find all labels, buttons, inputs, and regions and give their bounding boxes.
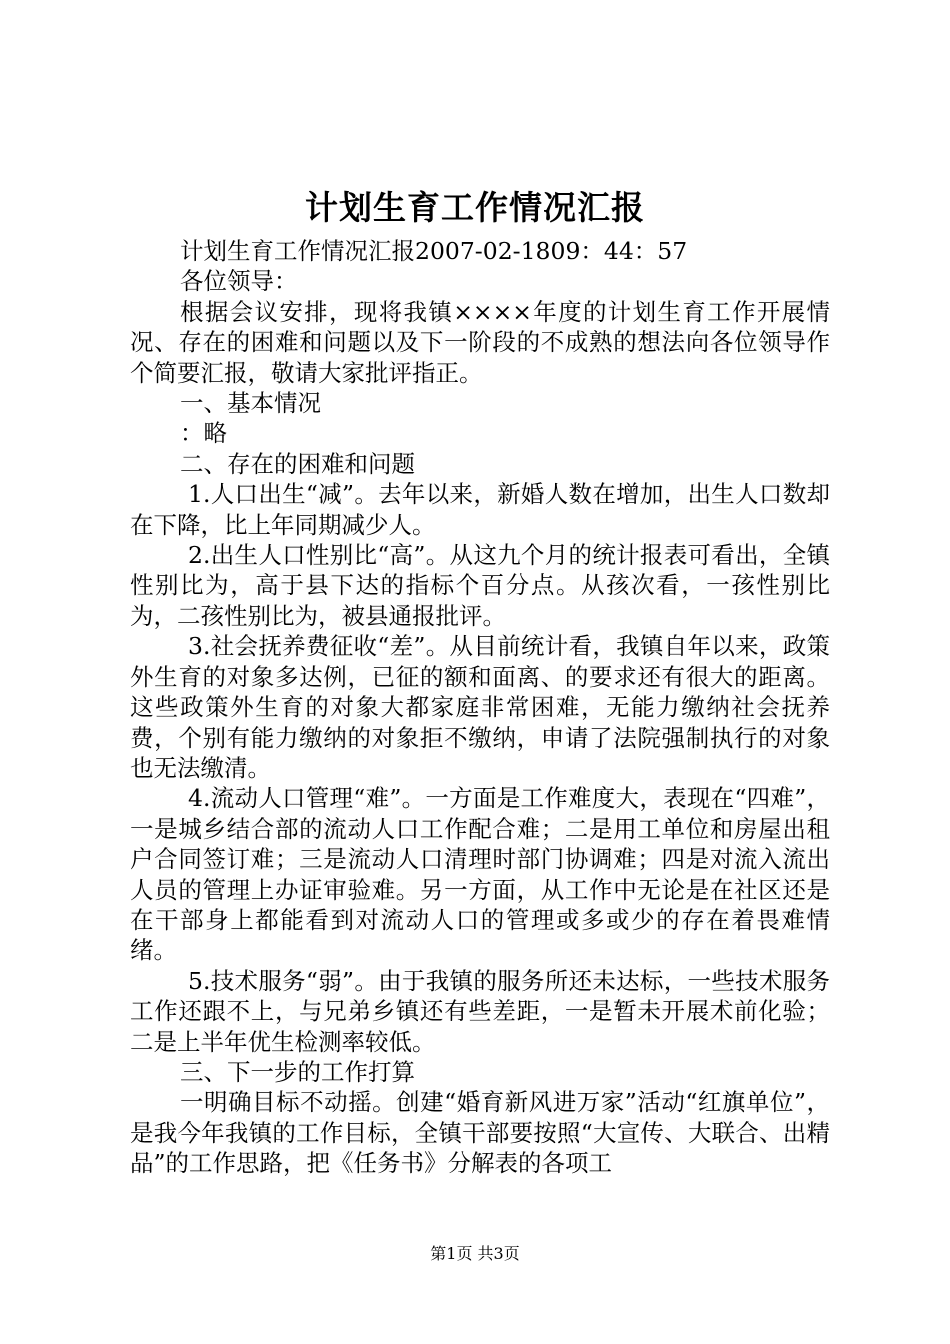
paragraph-plan-1: 一明确目标不动摇。创建“婚育新风进万家”活动“红旗单位”，是我今年我镇的工作目标，全镇干部要按照“大宣传、大联合、出精品”的工作思路，把《任务书》分解表的各项工 xyxy=(130,1088,830,1178)
document-body xyxy=(130,236,830,1179)
list-item-4: 4.流动人口管理“难”。一方面是工作难度大，表现在“四难”，一是城乡结合部的流动人口工作配合难；二是用工单位和房屋出租户合同签订难；三是流动人口清理时部门协调难；四是对流入流出人员的管理上办证审验难。另一方面，从工作中无论是在社区还是在干部身上都能看到对流动人口的管理或多或少的存在着畏难情绪。 xyxy=(130,784,830,965)
list-item-3: 3.社会抚养费征收“差”。从目前统计看，我镇自年以来，政策外生育的对象多达例，已征的额和面离、的要求还有很大的距离。这些政策外生育的对象大都家庭非常困难，无能力缴纳社会抚养费，个别有能力缴纳的对象拒不缴纳，申请了法院强制执行的对象也无法缴清。 xyxy=(130,632,830,782)
paragraph-salutation: 各位领导： xyxy=(180,267,298,296)
document-title: 计划生育工作情况汇报 xyxy=(305,188,645,227)
page-footer: 第1页 共3页 xyxy=(430,1244,520,1263)
list-item-5: 5.技术服务“弱”。由于我镇的服务所还未达标，一些技术服务工作还跟不上，与兄弟乡镇还有些差距，一是暂未开展术前化验；二是上半年优生检测率较低。 xyxy=(130,966,830,1056)
list-item-2: 2.出生人口性别比“高”。从这九个月的统计报表可看出，全镇性别比为，高于县下达的指标个百分点。从孩次看，一孩性别比为，二孩性别比为，被县通报批评。 xyxy=(130,541,830,630)
paragraph-omitted: ：略 xyxy=(180,419,227,448)
section-heading-plans: 三、下一步的工作打算 xyxy=(180,1057,415,1086)
paragraph-header-line: 计划生育工作情况汇报2007-02-1809：44：57 xyxy=(180,237,688,265)
section-heading-problems: 二、存在的困难和问题 xyxy=(180,449,415,478)
list-item-1: 1.人口出生“减”。去年以来，新婚人数在增加，出生人口数却在下降，比上年同期减少人。 xyxy=(130,480,830,539)
paragraph-intro: 根据会议安排，现将我镇××××年度的计划生育工作开展情况、存在的困难和问题以及下一阶段的不成熟的想法向各位领导作个简要汇报，敬请大家批评指正。 xyxy=(130,297,830,387)
section-heading-basic: 一、基本情况 xyxy=(180,389,321,418)
